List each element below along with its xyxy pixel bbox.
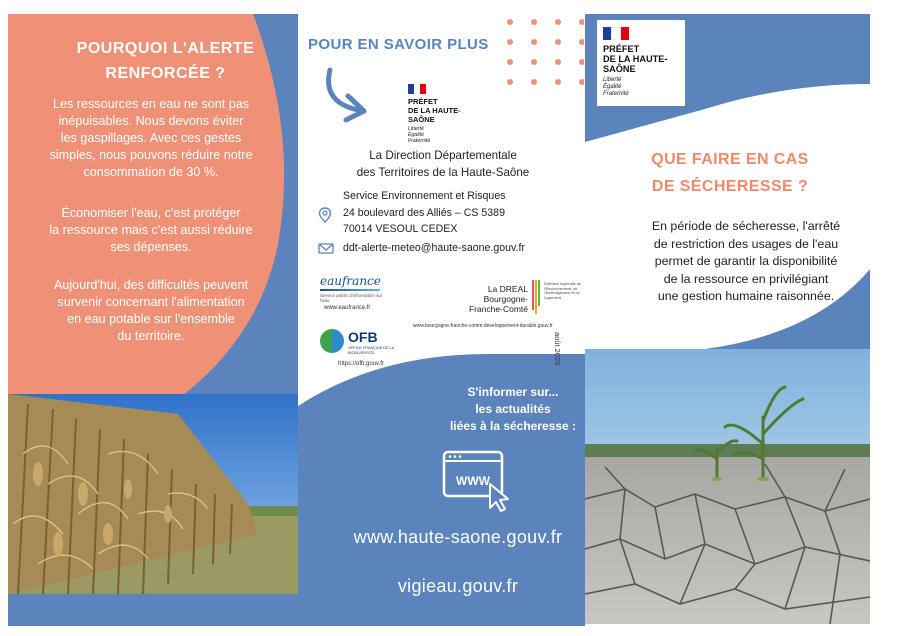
www-label: WWW — [456, 474, 490, 488]
left-paragraph-2: Économiser l'eau, c'est protéger la ressource mais c'est aussi réduire ses dépenses. — [49, 206, 253, 254]
prefet-line: PRÉFET — [408, 97, 438, 106]
dreal-logo — [468, 280, 581, 328]
ofb-url[interactable]: https://ofb.gouv.fr — [338, 361, 384, 367]
brochure-sheet — [8, 14, 870, 626]
edition-date: août 2025 — [553, 332, 562, 366]
dreal-name: La DREAL Bourgogne- Franche-Comté — [468, 284, 528, 314]
ofb-wordmark: OFB — [348, 329, 378, 345]
ofb-tagline: OFFICE FRANÇAIS DE LA BIODIVERSITÉ — [348, 346, 394, 355]
left-paragraph-1: Les ressources en eau ne sont pas inépuisables. Nous devons éviter les gaspillages. Avec ces gestes simples, nous pouvons réduire notre consommation de 30 %. — [49, 97, 253, 179]
vigieau-link[interactable]: vigieau.gouv.fr — [397, 576, 519, 596]
ofb-globe-icon — [320, 329, 344, 353]
address-line-1: 24 boulevard des Alliés – CS 5389 — [343, 207, 505, 219]
left-panel — [8, 14, 298, 626]
eaufrance-tagline: Service public d'information sur l'eau — [320, 293, 383, 303]
dreal-tagline: Direction régionale de l'Environnement, de l'Aménagement et du Logement — [544, 282, 581, 300]
more-info-title: POUR EN SAVOIR PLUS — [308, 36, 489, 53]
email-link[interactable]: ddt-alerte-meteo@haute-saone.gouv.fr — [343, 242, 525, 254]
mail-icon — [318, 241, 334, 255]
info-heading: S'informer sur... les actualités liées à la sécheresse : — [449, 385, 577, 433]
left-paragraph-3: Aujourd'hui, des difficultés peuvent survenir concernant l'alimentation en eau potable sur l'ensemble du territoire. — [53, 278, 248, 343]
eaufrance-underline — [320, 289, 380, 291]
dreal-url[interactable]: www.bourgogne-franche-comte.developpement-durable.gouv.fr — [413, 323, 553, 329]
prefet-line: PRÉFET — [603, 44, 640, 54]
dry-corn-field-photo — [8, 394, 298, 594]
drought-paragraph: En période de sécheresse, l'arrêté de restriction des usages de l'eau permet de garantir la disponibilité de la ressource en privilégiant une gestion humaine raisonnée. — [651, 219, 841, 303]
drought-title: QUE FAIRE EN CAS DE SÉCHERESSE ? — [651, 151, 809, 195]
eaufrance-url[interactable]: www.eaufrance.fr — [324, 305, 371, 311]
direction-name: La Direction Départementale des Territoires de la Haute-Saône — [356, 149, 530, 179]
french-flag-icon — [603, 27, 629, 40]
motto: Liberté Égalité Fraternité — [408, 126, 431, 144]
haute-saone-link[interactable]: www.haute-saone.gouv.fr — [353, 527, 563, 547]
right-panel — [585, 14, 870, 626]
french-flag-icon — [408, 84, 426, 94]
prefet-logo-small — [408, 84, 498, 144]
prefet-line: DE LA HAUTE- — [603, 54, 668, 64]
left-title: POURQUOI L'ALERTE RENFORCÉE ? — [76, 40, 255, 82]
address-line-2: 70014 VESOUL CEDEX — [343, 223, 458, 235]
service-name: Service Environnement et Risques — [343, 190, 506, 202]
website-cursor-icon — [442, 450, 514, 512]
dreal-bars-icon — [532, 280, 540, 314]
motto: Liberté Égalité Fraternité — [603, 77, 629, 97]
decorative-dots — [504, 16, 584, 96]
eaufrance-logo — [320, 274, 390, 303]
prefet-line: DE LA HAUTE- — [408, 106, 461, 115]
curved-arrow-icon — [320, 66, 370, 126]
middle-panel — [298, 14, 585, 626]
prefet-logo — [597, 20, 685, 106]
prefet-line: SAÔNE — [408, 115, 435, 124]
prefet-line: SAÔNE — [603, 64, 636, 74]
cracked-soil-photo — [585, 349, 870, 624]
location-pin-icon — [318, 207, 332, 223]
eaufrance-wordmark: eaufrance — [320, 274, 381, 288]
ofb-logo — [320, 327, 410, 357]
